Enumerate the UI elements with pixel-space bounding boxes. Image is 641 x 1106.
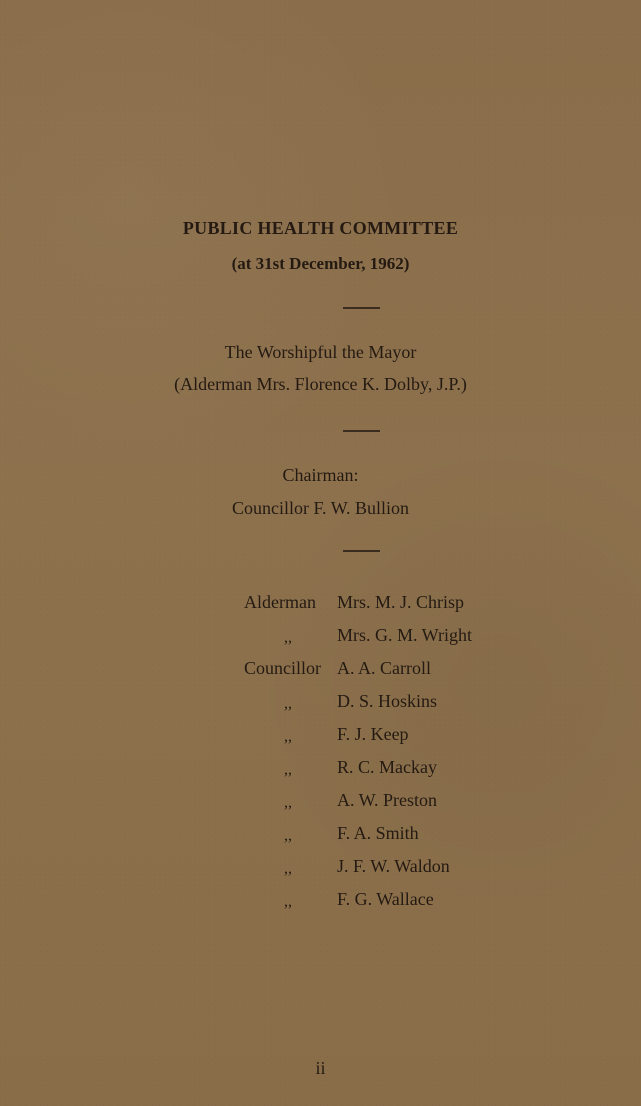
- member-row: [244, 883, 534, 916]
- member-name: A. W. Preston: [337, 790, 438, 810]
- member-name: R. C. Mackay: [337, 757, 437, 777]
- section-divider: [343, 550, 380, 552]
- chairman-label: Chairman:: [282, 465, 359, 485]
- member-name: Mrs. M. J. Chrisp: [337, 592, 465, 612]
- member-role-ditto: ,,: [284, 761, 292, 778]
- page-number: ii: [315, 1058, 326, 1078]
- member-name: F. J. Keep: [337, 724, 409, 744]
- member-row: [244, 619, 534, 652]
- member-row: [244, 784, 534, 817]
- member-row: [244, 850, 534, 883]
- section-divider: [343, 307, 380, 309]
- chairman-name: Councillor F. W. Bullion: [231, 498, 410, 518]
- member-role-ditto: ,,: [284, 860, 292, 877]
- member-role-ditto: ,,: [284, 728, 292, 745]
- member-row: [244, 751, 534, 784]
- member-role-ditto: ,,: [284, 893, 292, 910]
- member-row: [244, 652, 534, 685]
- committee-date: (at 31st December, 1962): [231, 254, 410, 273]
- member-role-ditto: ,,: [284, 695, 292, 712]
- member-name: Mrs. G. M. Wright: [337, 625, 472, 645]
- member-role-ditto: ,,: [284, 827, 292, 844]
- member-row: [244, 685, 534, 718]
- member-name: D. S. Hoskins: [337, 691, 438, 711]
- member-row: [244, 718, 534, 751]
- committee-members-list: [244, 586, 534, 916]
- section-divider: [343, 430, 380, 432]
- member-role: Alderman: [244, 592, 316, 612]
- member-name: F. A. Smith: [337, 823, 419, 843]
- member-name: F. G. Wallace: [337, 889, 434, 909]
- member-role-ditto: ,,: [284, 794, 292, 811]
- member-name: A. A. Carroll: [337, 658, 431, 678]
- member-role: Councillor: [244, 658, 321, 678]
- member-row: [244, 586, 534, 619]
- committee-title: PUBLIC HEALTH COMMITTEE: [182, 218, 459, 238]
- member-name: J. F. W. Waldon: [337, 856, 450, 876]
- mayor-name: (Alderman Mrs. Florence K. Dolby, J.P.): [174, 374, 467, 394]
- mayor-title: The Worshipful the Mayor: [224, 342, 417, 362]
- member-role-ditto: ,,: [284, 629, 292, 646]
- member-row: [244, 817, 534, 850]
